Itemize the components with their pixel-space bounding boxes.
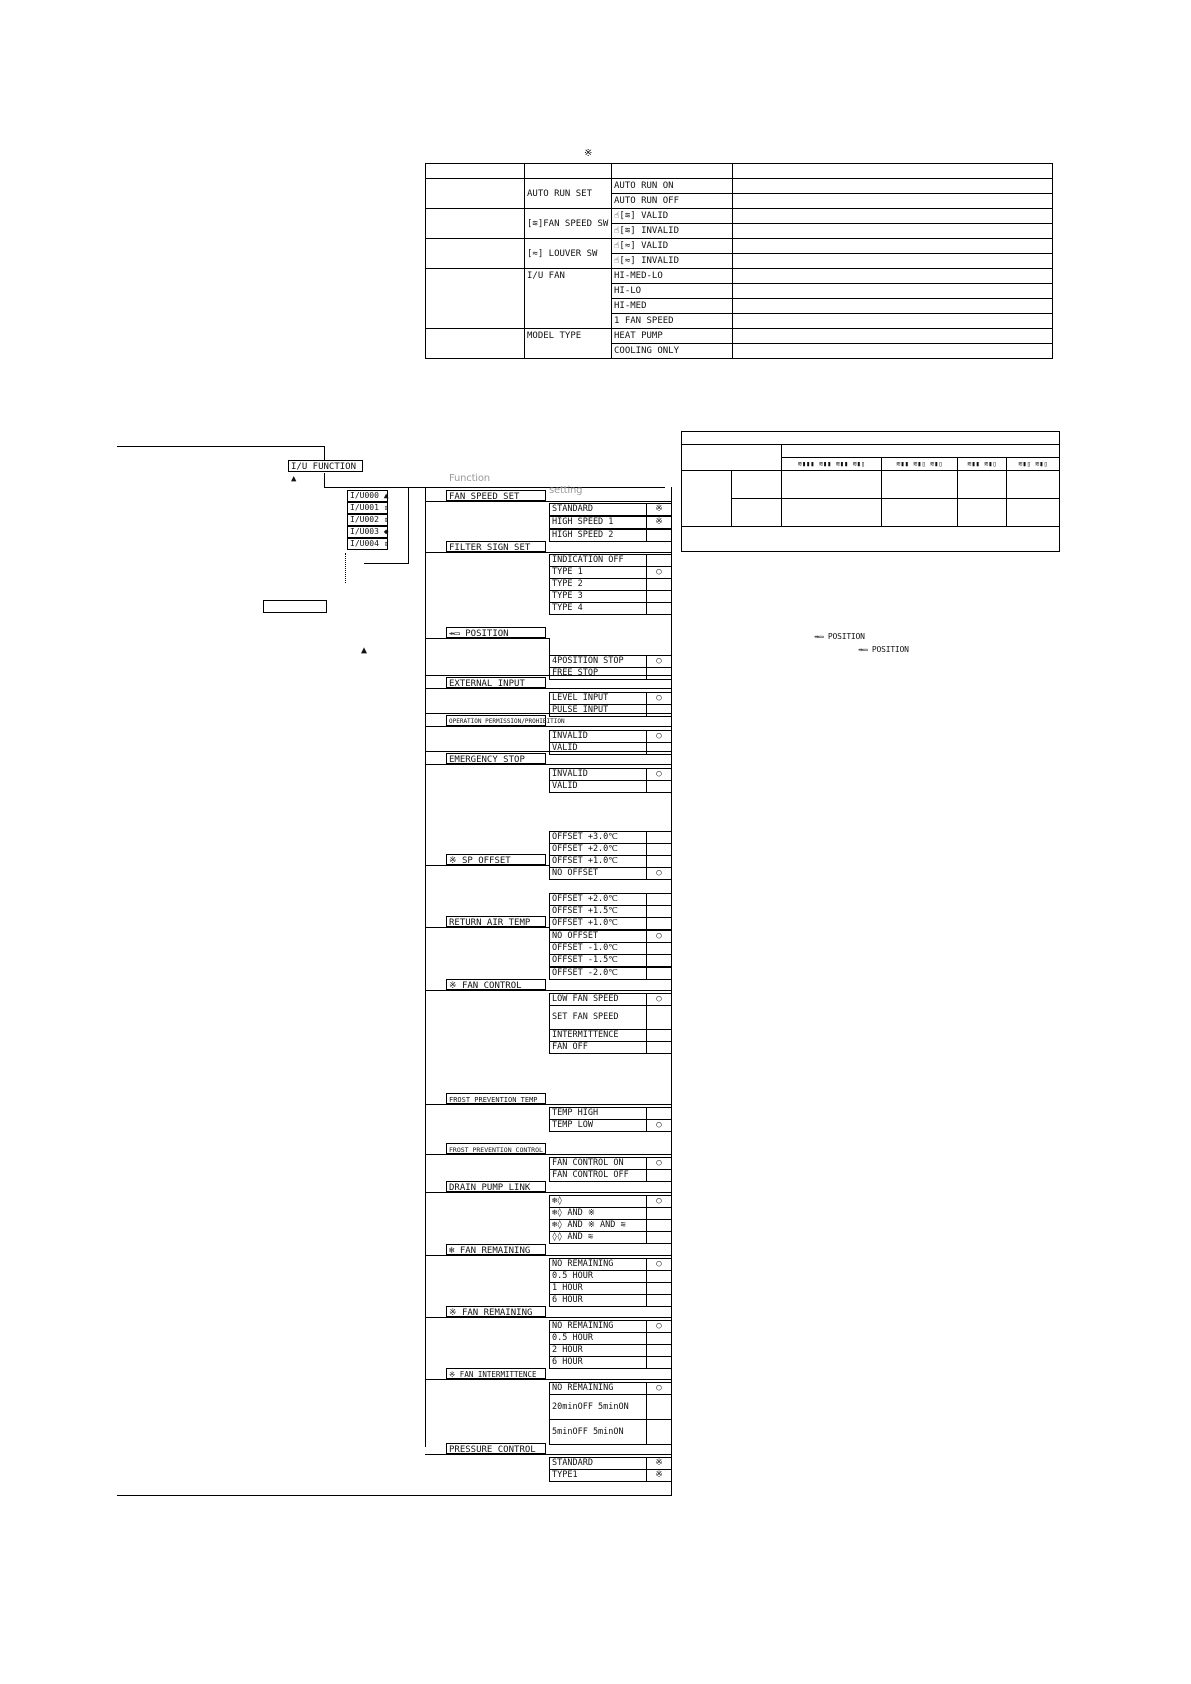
setting-cell: HI-MED — [612, 299, 733, 314]
option-row[interactable]: TYPE 1 ○ — [549, 566, 672, 579]
function-heat-fan-remaining[interactable]: ❄ FAN REMAINING — [446, 1244, 546, 1256]
fan-speed-table — [681, 431, 1060, 552]
fan-icon: ≋▮▮ — [967, 460, 980, 468]
header-function: Function — [449, 473, 490, 484]
option-row[interactable]: OFFSET -1.5℃ — [549, 954, 672, 967]
function-fan-control[interactable]: ※ FAN CONTROL — [446, 979, 546, 991]
option-row[interactable]: OFFSET +2.0℃ — [549, 843, 672, 856]
note-mark: ※ — [584, 148, 593, 159]
option-row[interactable]: PULSE INPUT — [549, 704, 672, 717]
setting-cell: ☝[≈] INVALID — [612, 254, 733, 269]
fan-icon: ≋▮▮ — [818, 460, 832, 468]
setting-cell: HEAT PUMP — [612, 329, 733, 344]
option-row[interactable]: FREE STOP — [549, 667, 672, 680]
option-row[interactable]: 6 HOUR — [549, 1294, 672, 1307]
setting-cell: AUTO RUN ON — [612, 179, 733, 194]
up-triangle-icon: ▲ — [361, 645, 367, 656]
option-row[interactable]: VALID — [549, 780, 672, 793]
setting-cell: 1 FAN SPEED — [612, 314, 733, 329]
fn-cell: I/U FAN — [525, 269, 612, 329]
option-row[interactable]: INDICATION OFF — [549, 554, 672, 567]
function-drain-pump-link[interactable]: DRAIN PUMP LINK — [446, 1181, 546, 1193]
option-row[interactable]: ❄◊ AND ※ AND ≋ — [549, 1219, 672, 1232]
option-row[interactable]: SET FAN SPEED — [549, 1005, 672, 1030]
option-row[interactable]: ❄◊ ○ — [549, 1195, 672, 1208]
blank-field — [263, 600, 327, 613]
setting-cell: COOLING ONLY — [612, 344, 733, 359]
option-row[interactable]: ❄◊ AND ※ — [549, 1207, 672, 1220]
option-row[interactable]: TYPE 2 — [549, 578, 672, 591]
option-row[interactable]: FAN OFF — [549, 1041, 672, 1054]
fan-icon: ≋▮▯ — [852, 460, 866, 468]
setting-cell: ☝[≈] VALID — [612, 239, 733, 254]
position-note: ⇸▭ POSITION — [858, 645, 909, 654]
option-row[interactable]: HIGH SPEED 1 ※ — [549, 516, 672, 529]
setting-cell: ☝[≋] INVALID — [612, 224, 733, 239]
function-pressure-control[interactable]: PRESSURE CONTROL — [446, 1443, 546, 1455]
unit-i-u000[interactable]: I/U000 ▲ — [347, 490, 388, 502]
option-row[interactable]: 0.5 HOUR — [549, 1332, 672, 1345]
fan-icon: ≋▮▮ — [896, 460, 909, 468]
fn-cell: AUTO RUN SET — [525, 179, 612, 209]
option-row[interactable]: NO REMAINING ○ — [549, 1258, 672, 1271]
function-external-input[interactable]: EXTERNAL INPUT — [446, 677, 546, 689]
fan-icon: ≋▮▯ — [913, 460, 926, 468]
option-row[interactable]: LEVEL INPUT ○ — [549, 692, 672, 705]
fan-icon: ≋▮▯ — [930, 460, 943, 468]
function-frost-prevention-control[interactable]: FROST PREVENTION CONTROL — [446, 1143, 546, 1155]
option-row[interactable]: STANDARD ※ — [549, 1457, 672, 1470]
fn-cell: MODEL TYPE — [525, 329, 612, 359]
setting-cell: HI-LO — [612, 284, 733, 299]
unit-i-u002[interactable]: I/U002 ⇕ — [347, 514, 388, 526]
option-row[interactable]: 20minOFF 5minON — [549, 1394, 672, 1420]
fan-icon: ≋▮▯ — [1018, 460, 1031, 468]
option-row[interactable]: FAN CONTROL OFF — [549, 1169, 672, 1182]
header-setting: setting — [549, 485, 583, 496]
option-row[interactable]: NO REMAINING ○ — [549, 1320, 672, 1333]
function-operation-permission[interactable]: OPERATION PERMISSION/PROHIBITION — [446, 715, 546, 727]
fn-cell: [≋]FAN SPEED SW — [525, 209, 612, 239]
option-row[interactable]: NO OFFSET ○ — [549, 867, 672, 880]
option-row[interactable]: 6 HOUR — [549, 1356, 672, 1369]
option-row[interactable]: TYPE 3 — [549, 590, 672, 603]
fan-icon: ≋▮▮ — [835, 460, 849, 468]
option-row[interactable]: LOW FAN SPEED ○ — [549, 993, 672, 1006]
unit-i-u003[interactable]: I/U003 ◆ — [347, 526, 388, 538]
option-row[interactable]: OFFSET +2.0℃ — [549, 893, 672, 906]
unit-i-u004[interactable]: I/U004 ⇕ — [347, 538, 388, 550]
function-frost-prevention-temp[interactable]: FROST PREVENTION TEMP — [446, 1093, 546, 1105]
option-row[interactable]: TEMP HIGH — [549, 1107, 672, 1120]
option-row[interactable]: OFFSET -2.0℃ — [549, 967, 672, 980]
option-row[interactable]: FAN CONTROL ON ○ — [549, 1157, 672, 1170]
function-sp-offset[interactable]: ※ SP OFFSET — [446, 854, 546, 866]
option-row[interactable]: OFFSET +1.0℃ — [549, 917, 672, 930]
function-filter-sign-set[interactable]: FILTER SIGN SET — [446, 541, 546, 553]
function-position[interactable]: ⇸▭ POSITION — [446, 627, 546, 639]
i-u-function-button[interactable]: I/U FUNCTION ▲ — [288, 460, 363, 472]
option-row[interactable]: 0.5 HOUR — [549, 1270, 672, 1283]
option-row[interactable]: TEMP LOW ○ — [549, 1119, 672, 1132]
fan-icon: ≋▮▯ — [1035, 460, 1048, 468]
option-row[interactable]: TYPE 4 — [549, 602, 672, 615]
settings-table — [425, 163, 1053, 359]
setting-cell: HI-MED-LO — [612, 269, 733, 284]
option-row[interactable]: OFFSET +1.0℃ — [549, 855, 672, 868]
option-row[interactable]: OFFSET +3.0℃ — [549, 831, 672, 844]
option-row[interactable]: NO OFFSET ○ — [549, 930, 672, 943]
option-row[interactable]: STANDARD ※ — [549, 503, 672, 516]
setting-cell: ☝[≋] VALID — [612, 209, 733, 224]
function-return-air-temp[interactable]: RETURN AIR TEMP — [446, 916, 546, 928]
option-row[interactable]: INVALID ○ — [549, 768, 672, 781]
option-row[interactable]: HIGH SPEED 2 — [549, 529, 672, 542]
setting-cell: AUTO RUN OFF — [612, 194, 733, 209]
option-row[interactable]: TYPE1 ※ — [549, 1469, 672, 1482]
function-fan-intermittence[interactable]: ※ FAN INTERMITTENCE — [446, 1368, 546, 1380]
option-row[interactable]: OFFSET +1.5℃ — [549, 905, 672, 918]
function-cool-fan-remaining[interactable]: ※ FAN REMAINING — [446, 1306, 546, 1318]
option-row[interactable]: INTERMITTENCE — [549, 1029, 672, 1042]
fn-cell: [≈] LOUVER SW — [525, 239, 612, 269]
option-row[interactable]: OFFSET -1.0℃ — [549, 942, 672, 955]
function-fan-speed-set[interactable]: FAN SPEED SET — [446, 490, 546, 502]
option-row[interactable]: NO REMAINING ○ — [549, 1382, 672, 1395]
option-row[interactable]: 1 HOUR — [549, 1282, 672, 1295]
unit-i-u001[interactable]: I/U001 ⇕ — [347, 502, 388, 514]
option-row[interactable]: ◊◊ AND ≋ — [549, 1231, 672, 1244]
function-emergency-stop[interactable]: EMERGENCY STOP — [446, 753, 546, 765]
fan-icon: ≋▮▮▮ — [797, 460, 815, 468]
option-row[interactable]: VALID — [549, 742, 672, 755]
fan-icon: ≋▮▯ — [984, 460, 997, 468]
option-row[interactable]: INVALID ○ — [549, 730, 672, 743]
position-note: ⇸▭ POSITION — [814, 632, 865, 641]
option-row[interactable]: 4POSITION STOP ○ — [549, 655, 672, 668]
option-row[interactable]: 5minOFF 5minON — [549, 1419, 672, 1445]
option-row[interactable]: 2 HOUR — [549, 1344, 672, 1357]
